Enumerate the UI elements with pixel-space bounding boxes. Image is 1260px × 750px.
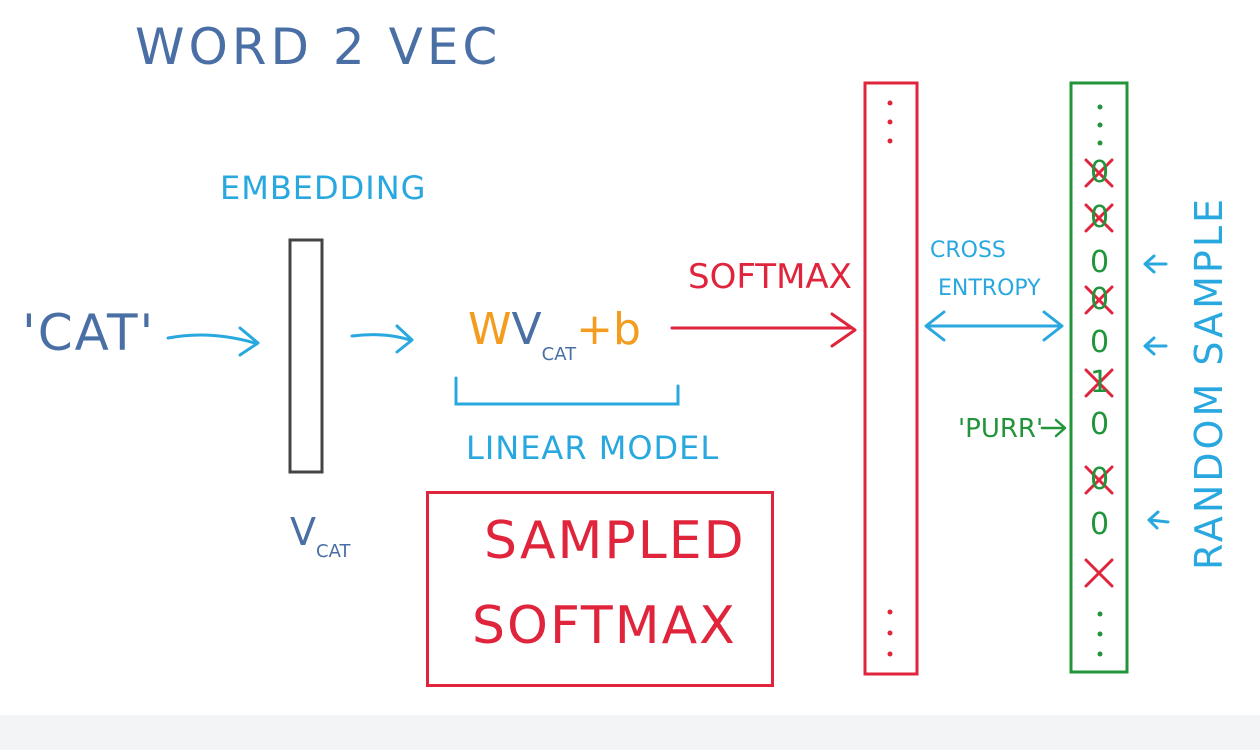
target-word-label: 'PURR'	[958, 414, 1044, 444]
input-word-label: 'CAT'	[22, 304, 156, 362]
sampled-softmax-line2: SOFTMAX	[472, 596, 737, 656]
formula-vector: V	[511, 304, 542, 355]
softmax-dot	[888, 120, 893, 125]
sampled-softmax-line1: SAMPLED	[484, 511, 746, 571]
formula-weight: W	[468, 304, 512, 355]
target-dot	[1098, 105, 1103, 110]
target-dot	[1098, 652, 1103, 657]
linear-model-label: LINEAR MODEL	[466, 429, 720, 467]
target-vector-value: 0	[1090, 407, 1110, 442]
vector-main: V	[290, 510, 316, 554]
arrow-embedding-to-model	[352, 335, 410, 340]
softmax-arrowhead	[832, 314, 855, 346]
formula-plus: +	[576, 304, 613, 355]
linear-formula	[468, 304, 641, 365]
cross-mark	[1086, 560, 1112, 586]
vector-subscript: CAT	[316, 541, 351, 562]
softmax-output-box	[865, 83, 917, 674]
target-vector-value: 0	[1090, 282, 1110, 317]
target-vector-value: 0	[1090, 200, 1110, 235]
target-dot	[1098, 632, 1103, 637]
embedding-label: EMBEDDING	[220, 169, 427, 207]
target-vector-value: 0	[1090, 325, 1110, 360]
formula-bias: b	[612, 304, 641, 355]
sample-arrow	[1145, 338, 1166, 354]
target-vector-value: 1	[1090, 365, 1110, 400]
target-vector-value: 0	[1090, 462, 1110, 497]
sample-arrow	[1149, 512, 1168, 528]
softmax-dot	[888, 139, 893, 144]
softmax-dot	[888, 652, 893, 657]
embedding-vector-label	[290, 510, 351, 562]
sample-arrow	[1145, 256, 1166, 272]
random-sample-label: RANDOM SAMPLE	[1187, 195, 1231, 570]
softmax-dot	[888, 101, 893, 106]
target-dot	[1098, 123, 1103, 128]
cross-entropy-label-line1: CROSS	[930, 238, 1006, 263]
target-dot	[1098, 612, 1103, 617]
target-dot	[1098, 141, 1103, 146]
softmax-dot	[888, 610, 893, 615]
page-title: WORD 2 VEC	[135, 18, 502, 76]
footer-bar	[0, 715, 1260, 750]
target-vector-value: 0	[1090, 245, 1110, 280]
softmax-dot	[888, 631, 893, 636]
arrow-input-to-embedding	[168, 335, 255, 343]
linear-model-bracket	[456, 378, 678, 404]
target-vector-value: 0	[1090, 155, 1110, 190]
softmax-label: SOFTMAX	[688, 257, 852, 297]
target-vector-value: 0	[1090, 507, 1110, 542]
random-sample-arrows	[1145, 256, 1168, 528]
cross-entropy-label-line2: ENTROPY	[938, 276, 1041, 301]
embedding-vector-box	[290, 240, 322, 472]
formula-vector-subscript: CAT	[541, 344, 577, 365]
